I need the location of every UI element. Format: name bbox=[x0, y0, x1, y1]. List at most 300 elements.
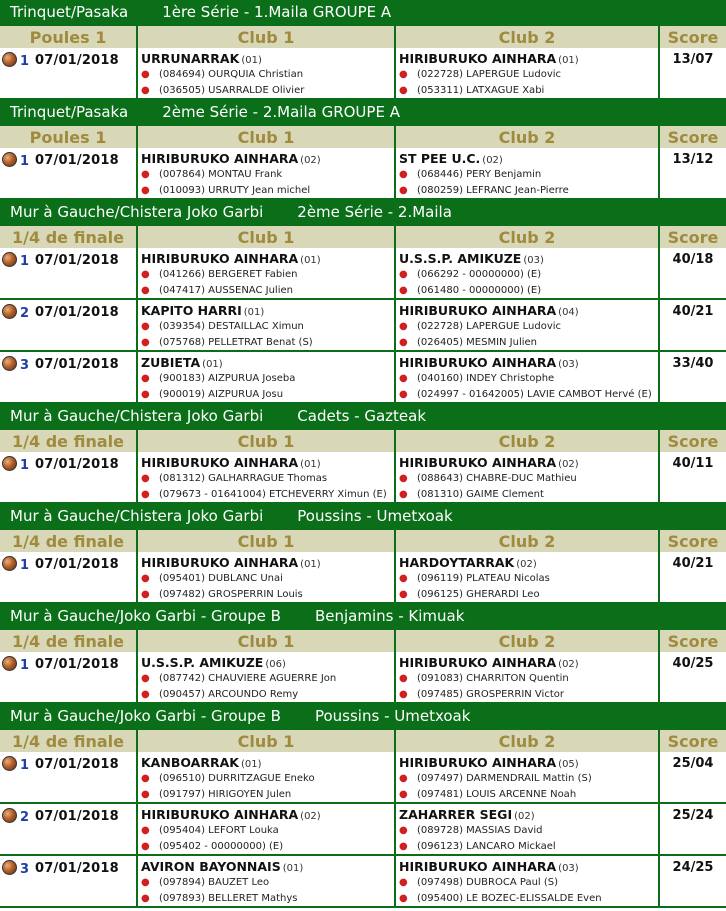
red-bullet-icon: ● bbox=[399, 673, 408, 684]
red-bullet-icon: ● bbox=[141, 285, 150, 296]
results-section bbox=[0, 100, 726, 200]
round-header: 1/4 de finale bbox=[0, 528, 138, 552]
section-title bbox=[0, 200, 726, 224]
column-header-row bbox=[0, 528, 726, 552]
club2-cell bbox=[396, 300, 660, 352]
match-number: 1 bbox=[20, 658, 30, 673]
player-line bbox=[141, 587, 394, 603]
club-name bbox=[399, 303, 658, 319]
player-name: (007864) MONTAU Frank bbox=[159, 169, 283, 180]
player-name: (095400) LE BOZEC-ELISSALDE Even bbox=[417, 893, 602, 904]
section-title bbox=[0, 100, 726, 124]
match-score: 25/04 bbox=[660, 752, 726, 804]
score-header: Score bbox=[660, 124, 726, 148]
results-section bbox=[0, 704, 726, 908]
player-name: (047417) AUSSENAC Julien bbox=[159, 285, 293, 296]
round-header: Poules 1 bbox=[0, 24, 138, 48]
match-info-cell bbox=[0, 452, 138, 504]
player-name: (097498) DUBROCA Paul (S) bbox=[417, 877, 559, 888]
red-bullet-icon: ● bbox=[141, 389, 150, 400]
club-rank: (01) bbox=[558, 55, 579, 66]
section-title bbox=[0, 504, 726, 528]
club-rank: (02) bbox=[514, 811, 535, 822]
player-line bbox=[141, 891, 394, 907]
club-rank: (03) bbox=[558, 863, 579, 874]
club1-cell bbox=[138, 248, 396, 300]
club2-header: Club 2 bbox=[396, 24, 660, 48]
club-name-text: HIRIBURUKO AINHARA bbox=[141, 455, 299, 470]
match-row bbox=[0, 452, 726, 504]
red-bullet-icon: ● bbox=[141, 893, 150, 904]
player-line bbox=[399, 771, 658, 787]
player-line bbox=[141, 283, 394, 299]
club-name bbox=[399, 251, 658, 267]
player-name: (084694) OURQUIA Christian bbox=[159, 69, 304, 80]
score-header: Score bbox=[660, 628, 726, 652]
club-name-text: HARDOYTARRAK bbox=[399, 555, 515, 570]
player-line bbox=[399, 787, 658, 803]
match-row bbox=[0, 804, 726, 856]
column-header-row bbox=[0, 124, 726, 148]
club-rank: (05) bbox=[558, 759, 579, 770]
player-name: (053311) LATXAGUE Xabi bbox=[417, 85, 545, 96]
red-bullet-icon: ● bbox=[399, 573, 408, 584]
score-header: Score bbox=[660, 24, 726, 48]
match-date: 07/01/2018 bbox=[35, 457, 119, 472]
club-name bbox=[141, 455, 394, 471]
red-bullet-icon: ● bbox=[141, 589, 150, 600]
score-header: Score bbox=[660, 224, 726, 248]
club-name bbox=[399, 455, 658, 471]
club-name-text: HIRIBURUKO AINHARA bbox=[141, 807, 299, 822]
match-score: 33/40 bbox=[660, 352, 726, 404]
club-name bbox=[141, 303, 394, 319]
results-section bbox=[0, 0, 726, 100]
match-date: 07/01/2018 bbox=[35, 861, 119, 876]
match-date: 07/01/2018 bbox=[35, 253, 119, 268]
club-rank: (01) bbox=[300, 459, 321, 470]
score-header: Score bbox=[660, 528, 726, 552]
club-name-text: ST PEE U.C. bbox=[399, 151, 481, 166]
club-name bbox=[399, 151, 658, 167]
club-name bbox=[141, 151, 394, 167]
club2-cell bbox=[396, 804, 660, 856]
club-name bbox=[141, 51, 394, 67]
club1-cell bbox=[138, 48, 396, 100]
category-name: Poussins - Umetxoak bbox=[314, 707, 471, 725]
club-rank: (02) bbox=[516, 559, 537, 570]
match-score: 24/25 bbox=[660, 856, 726, 908]
club-name bbox=[141, 807, 394, 823]
competition-name: Mur à Gauche/Joko Garbi - Groupe B bbox=[10, 707, 281, 725]
club2-header: Club 2 bbox=[396, 728, 660, 752]
club-rank: (02) bbox=[482, 155, 503, 166]
category-name: Poussins - Umetxoak bbox=[297, 507, 453, 525]
player-line bbox=[141, 671, 394, 687]
category-name: Cadets - Gazteak bbox=[297, 407, 427, 425]
player-name: (090457) ARCOUNDO Remy bbox=[159, 689, 299, 700]
club-rank: (03) bbox=[558, 359, 579, 370]
section-title bbox=[0, 0, 726, 24]
player-line bbox=[141, 787, 394, 803]
match-info-cell bbox=[0, 248, 138, 300]
player-line bbox=[399, 335, 658, 351]
player-name: (087742) CHAUVIERE AGUERRE Jon bbox=[159, 673, 337, 684]
round-header: 1/4 de finale bbox=[0, 224, 138, 248]
red-bullet-icon: ● bbox=[399, 185, 408, 196]
player-name: (096119) PLATEAU Nicolas bbox=[417, 573, 550, 584]
club1-header: Club 1 bbox=[138, 628, 396, 652]
club-name bbox=[141, 755, 394, 771]
club-name-text: URRUNARRAK bbox=[141, 51, 240, 66]
club1-cell bbox=[138, 148, 396, 200]
player-line bbox=[141, 83, 394, 99]
player-name: (091083) CHARRITON Quentin bbox=[417, 673, 569, 684]
player-line bbox=[399, 471, 658, 487]
match-score: 40/11 bbox=[660, 452, 726, 504]
match-number: 1 bbox=[20, 558, 30, 573]
club-name bbox=[141, 355, 394, 371]
club2-header: Club 2 bbox=[396, 124, 660, 148]
club-rank: (01) bbox=[282, 863, 304, 874]
match-date: 07/01/2018 bbox=[35, 53, 119, 68]
match-date: 07/01/2018 bbox=[35, 305, 119, 320]
player-line bbox=[399, 823, 658, 839]
club2-cell bbox=[396, 856, 660, 908]
player-name: (024997 - 01642005) LAVIE CAMBOT Hervé (E) bbox=[417, 389, 652, 400]
player-line bbox=[399, 839, 658, 855]
player-name: (081312) GALHARRAGUE Thomas bbox=[159, 473, 328, 484]
section-title bbox=[0, 404, 726, 428]
club2-cell bbox=[396, 148, 660, 200]
club-rank: (01) bbox=[202, 359, 223, 370]
match-row bbox=[0, 856, 726, 908]
player-line bbox=[141, 371, 394, 387]
player-name: (026405) MESMIN Julien bbox=[417, 337, 538, 348]
club-name-text: KAPITO HARRI bbox=[141, 303, 242, 318]
player-line bbox=[141, 335, 394, 351]
match-number: 3 bbox=[20, 358, 30, 373]
club1-cell bbox=[138, 804, 396, 856]
club-rank: (04) bbox=[558, 307, 579, 318]
round-header: 1/4 de finale bbox=[0, 428, 138, 452]
player-line bbox=[399, 283, 658, 299]
match-score: 40/21 bbox=[660, 552, 726, 604]
match-info-cell bbox=[0, 856, 138, 908]
club1-cell bbox=[138, 452, 396, 504]
player-name: (097485) GROSPERRIN Victor bbox=[417, 689, 564, 700]
club2-cell bbox=[396, 552, 660, 604]
player-name: (095401) DUBLANC Unai bbox=[159, 573, 283, 584]
club-name bbox=[399, 51, 658, 67]
match-row bbox=[0, 148, 726, 200]
player-line bbox=[399, 875, 658, 891]
club2-header: Club 2 bbox=[396, 528, 660, 552]
club-rank: (02) bbox=[300, 155, 321, 166]
player-name: (096510) DURRITZAGUE Eneko bbox=[159, 773, 315, 784]
match-date: 07/01/2018 bbox=[35, 757, 119, 772]
red-bullet-icon: ● bbox=[141, 673, 150, 684]
player-name: (097482) GROSPERRIN Louis bbox=[159, 589, 303, 600]
match-info-cell bbox=[0, 48, 138, 100]
club-name bbox=[399, 859, 658, 875]
pelota-ball-icon[interactable] bbox=[2, 456, 17, 471]
match-info-cell bbox=[0, 300, 138, 352]
player-line bbox=[141, 771, 394, 787]
club-name bbox=[399, 807, 658, 823]
category-name: Benjamins - Kimuak bbox=[314, 607, 465, 625]
club1-cell bbox=[138, 552, 396, 604]
club2-cell bbox=[396, 352, 660, 404]
column-header-row bbox=[0, 428, 726, 452]
player-line bbox=[141, 67, 394, 83]
player-line bbox=[399, 267, 658, 283]
club-name-text: AVIRON BAYONNAIS bbox=[141, 859, 281, 874]
player-line bbox=[399, 687, 658, 703]
player-line bbox=[399, 671, 658, 687]
red-bullet-icon: ● bbox=[399, 489, 408, 500]
column-header-row bbox=[0, 728, 726, 752]
player-name: (091797) HIRIGOYEN Julen bbox=[159, 789, 292, 800]
pelota-ball-icon[interactable] bbox=[2, 252, 17, 267]
club-name bbox=[399, 355, 658, 371]
category-name: 2ème Série - 2.Maila bbox=[297, 203, 452, 221]
player-line bbox=[141, 823, 394, 839]
match-number: 1 bbox=[20, 458, 30, 473]
competition-name: Trinquet/Pasaka bbox=[10, 103, 129, 121]
player-name: (066292 - 00000000) (E) bbox=[417, 269, 542, 280]
club-name-text: HIRIBURUKO AINHARA bbox=[399, 859, 557, 874]
club-name bbox=[399, 555, 658, 571]
pelota-ball-icon[interactable] bbox=[2, 304, 17, 319]
section-title bbox=[0, 604, 726, 628]
club2-header: Club 2 bbox=[396, 628, 660, 652]
player-name: (079673 - 01641004) ETCHEVERRY Ximun (E) bbox=[159, 489, 387, 500]
player-name: (097497) DARMENDRAIL Mattin (S) bbox=[417, 773, 592, 784]
score-header: Score bbox=[660, 728, 726, 752]
player-name: (097893) BELLERET Mathys bbox=[159, 893, 298, 904]
player-line bbox=[399, 891, 658, 907]
player-name: (097481) LOUIS ARCENNE Noah bbox=[417, 789, 577, 800]
club2-cell bbox=[396, 452, 660, 504]
club1-header: Club 1 bbox=[138, 124, 396, 148]
club-name bbox=[141, 655, 394, 671]
red-bullet-icon: ● bbox=[141, 373, 150, 384]
player-name: (095404) LEFORT Louka bbox=[159, 825, 279, 836]
match-score: 40/18 bbox=[660, 248, 726, 300]
club-name-text: HIRIBURUKO AINHARA bbox=[399, 355, 557, 370]
red-bullet-icon: ● bbox=[141, 877, 150, 888]
match-number: 2 bbox=[20, 810, 30, 825]
club1-cell bbox=[138, 856, 396, 908]
club-name-text: HIRIBURUKO AINHARA bbox=[399, 51, 557, 66]
club2-header: Club 2 bbox=[396, 224, 660, 248]
club-name-text: KANBOARRAK bbox=[141, 755, 239, 770]
category-name: 1ère Série - 1.Maila GROUPE A bbox=[162, 3, 392, 21]
match-date: 07/01/2018 bbox=[35, 357, 119, 372]
red-bullet-icon: ● bbox=[141, 773, 150, 784]
match-row bbox=[0, 552, 726, 604]
pelota-ball-icon[interactable] bbox=[2, 656, 17, 671]
results-section bbox=[0, 504, 726, 604]
match-date: 07/01/2018 bbox=[35, 153, 119, 168]
pelota-ball-icon[interactable] bbox=[2, 556, 17, 571]
club-name-text: HIRIBURUKO AINHARA bbox=[399, 455, 557, 470]
red-bullet-icon: ● bbox=[141, 337, 150, 348]
category-name: 2ème Série - 2.Maila GROUPE A bbox=[162, 103, 400, 121]
column-header-row bbox=[0, 628, 726, 652]
club-rank: (02) bbox=[300, 811, 321, 822]
player-name: (096125) GHERARDI Leo bbox=[417, 589, 540, 600]
club2-cell bbox=[396, 48, 660, 100]
club1-cell bbox=[138, 652, 396, 704]
player-line bbox=[141, 183, 394, 199]
club-name-text: HIRIBURUKO AINHARA bbox=[141, 555, 299, 570]
player-line bbox=[399, 487, 658, 503]
player-name: (061480 - 00000000) (E) bbox=[417, 285, 542, 296]
red-bullet-icon: ● bbox=[399, 85, 408, 96]
player-line bbox=[399, 587, 658, 603]
player-name: (081310) GAIME Clement bbox=[417, 489, 544, 500]
red-bullet-icon: ● bbox=[399, 689, 408, 700]
player-name: (039354) DESTAILLAC Ximun bbox=[159, 321, 304, 332]
club-rank: (01) bbox=[240, 759, 262, 770]
pelota-ball-icon[interactable] bbox=[2, 808, 17, 823]
club-name bbox=[141, 251, 394, 267]
club-name-text: U.S.S.P. AMIKUZE bbox=[399, 251, 522, 266]
red-bullet-icon: ● bbox=[399, 269, 408, 280]
club-rank: (01) bbox=[300, 559, 321, 570]
club1-cell bbox=[138, 752, 396, 804]
match-date: 07/01/2018 bbox=[35, 557, 119, 572]
score-header: Score bbox=[660, 428, 726, 452]
match-info-cell bbox=[0, 752, 138, 804]
match-score: 40/25 bbox=[660, 652, 726, 704]
player-line bbox=[141, 571, 394, 587]
player-line bbox=[141, 471, 394, 487]
player-line bbox=[141, 267, 394, 283]
club-name-text: HIRIBURUKO AINHARA bbox=[399, 655, 557, 670]
match-info-cell bbox=[0, 148, 138, 200]
player-line bbox=[399, 167, 658, 183]
pelota-ball-icon[interactable] bbox=[2, 860, 17, 875]
player-name: (022728) LAPERGUE Ludovic bbox=[417, 69, 562, 80]
match-score: 13/07 bbox=[660, 48, 726, 100]
round-header: 1/4 de finale bbox=[0, 628, 138, 652]
club1-header: Club 1 bbox=[138, 24, 396, 48]
club-name bbox=[399, 655, 658, 671]
competition-name: Mur à Gauche/Chistera Joko Garbi bbox=[10, 407, 264, 425]
red-bullet-icon: ● bbox=[399, 877, 408, 888]
club-name bbox=[399, 755, 658, 771]
results-section bbox=[0, 200, 726, 404]
red-bullet-icon: ● bbox=[141, 789, 150, 800]
player-name: (068446) PERY Benjamin bbox=[417, 169, 542, 180]
red-bullet-icon: ● bbox=[399, 789, 408, 800]
pelota-ball-icon[interactable] bbox=[2, 152, 17, 167]
pelota-ball-icon[interactable] bbox=[2, 356, 17, 371]
player-name: (095402 - 00000000) (E) bbox=[159, 841, 284, 852]
match-score: 13/12 bbox=[660, 148, 726, 200]
club2-cell bbox=[396, 752, 660, 804]
player-name: (041266) BERGERET Fabien bbox=[159, 269, 298, 280]
round-header: 1/4 de finale bbox=[0, 728, 138, 752]
red-bullet-icon: ● bbox=[399, 321, 408, 332]
competition-name: Mur à Gauche/Chistera Joko Garbi bbox=[10, 203, 264, 221]
player-line bbox=[141, 875, 394, 891]
red-bullet-icon: ● bbox=[399, 373, 408, 384]
club-rank: (01) bbox=[241, 55, 262, 66]
red-bullet-icon: ● bbox=[141, 321, 150, 332]
player-line bbox=[399, 371, 658, 387]
player-line bbox=[399, 183, 658, 199]
club-name bbox=[141, 555, 394, 571]
player-name: (900183) AIZPURUA Joseba bbox=[159, 373, 296, 384]
club-rank: (06) bbox=[265, 659, 286, 670]
red-bullet-icon: ● bbox=[399, 473, 408, 484]
pelota-ball-icon[interactable] bbox=[2, 52, 17, 67]
red-bullet-icon: ● bbox=[399, 337, 408, 348]
player-line bbox=[141, 167, 394, 183]
player-line bbox=[141, 319, 394, 335]
player-line bbox=[399, 387, 658, 403]
red-bullet-icon: ● bbox=[141, 185, 150, 196]
match-info-cell bbox=[0, 352, 138, 404]
club1-header: Club 1 bbox=[138, 728, 396, 752]
results-section bbox=[0, 404, 726, 504]
club-name-text: HIRIBURUKO AINHARA bbox=[141, 151, 299, 166]
club-rank: (01) bbox=[300, 255, 321, 266]
red-bullet-icon: ● bbox=[141, 69, 150, 80]
red-bullet-icon: ● bbox=[141, 269, 150, 280]
player-name: (036505) USARRALDE Olivier bbox=[159, 85, 305, 96]
player-line bbox=[399, 83, 658, 99]
red-bullet-icon: ● bbox=[399, 893, 408, 904]
red-bullet-icon: ● bbox=[399, 285, 408, 296]
column-header-row bbox=[0, 24, 726, 48]
red-bullet-icon: ● bbox=[141, 841, 150, 852]
club-rank: (02) bbox=[558, 659, 579, 670]
match-number: 3 bbox=[20, 862, 30, 877]
player-name: (089728) MASSIAS David bbox=[417, 825, 543, 836]
club1-header: Club 1 bbox=[138, 224, 396, 248]
match-date: 07/01/2018 bbox=[35, 657, 119, 672]
player-line bbox=[141, 839, 394, 855]
pelota-ball-icon[interactable] bbox=[2, 756, 17, 771]
club2-cell bbox=[396, 652, 660, 704]
club-rank: (01) bbox=[243, 307, 265, 318]
club1-cell bbox=[138, 300, 396, 352]
club1-header: Club 1 bbox=[138, 428, 396, 452]
match-row bbox=[0, 352, 726, 404]
red-bullet-icon: ● bbox=[399, 169, 408, 180]
red-bullet-icon: ● bbox=[399, 389, 408, 400]
club-name-text: U.S.S.P. AMIKUZE bbox=[141, 655, 264, 670]
club2-header: Club 2 bbox=[396, 428, 660, 452]
club-rank: (03) bbox=[523, 255, 544, 266]
player-line bbox=[141, 387, 394, 403]
red-bullet-icon: ● bbox=[141, 825, 150, 836]
match-number: 2 bbox=[20, 306, 30, 321]
competition-name: Mur à Gauche/Chistera Joko Garbi bbox=[10, 507, 264, 525]
red-bullet-icon: ● bbox=[141, 473, 150, 484]
club-name-text: HIRIBURUKO AINHARA bbox=[399, 303, 557, 318]
round-header: Poules 1 bbox=[0, 124, 138, 148]
player-name: (040160) INDEY Christophe bbox=[417, 373, 555, 384]
competition-name: Mur à Gauche/Joko Garbi - Groupe B bbox=[10, 607, 281, 625]
match-row bbox=[0, 300, 726, 352]
match-score: 40/21 bbox=[660, 300, 726, 352]
